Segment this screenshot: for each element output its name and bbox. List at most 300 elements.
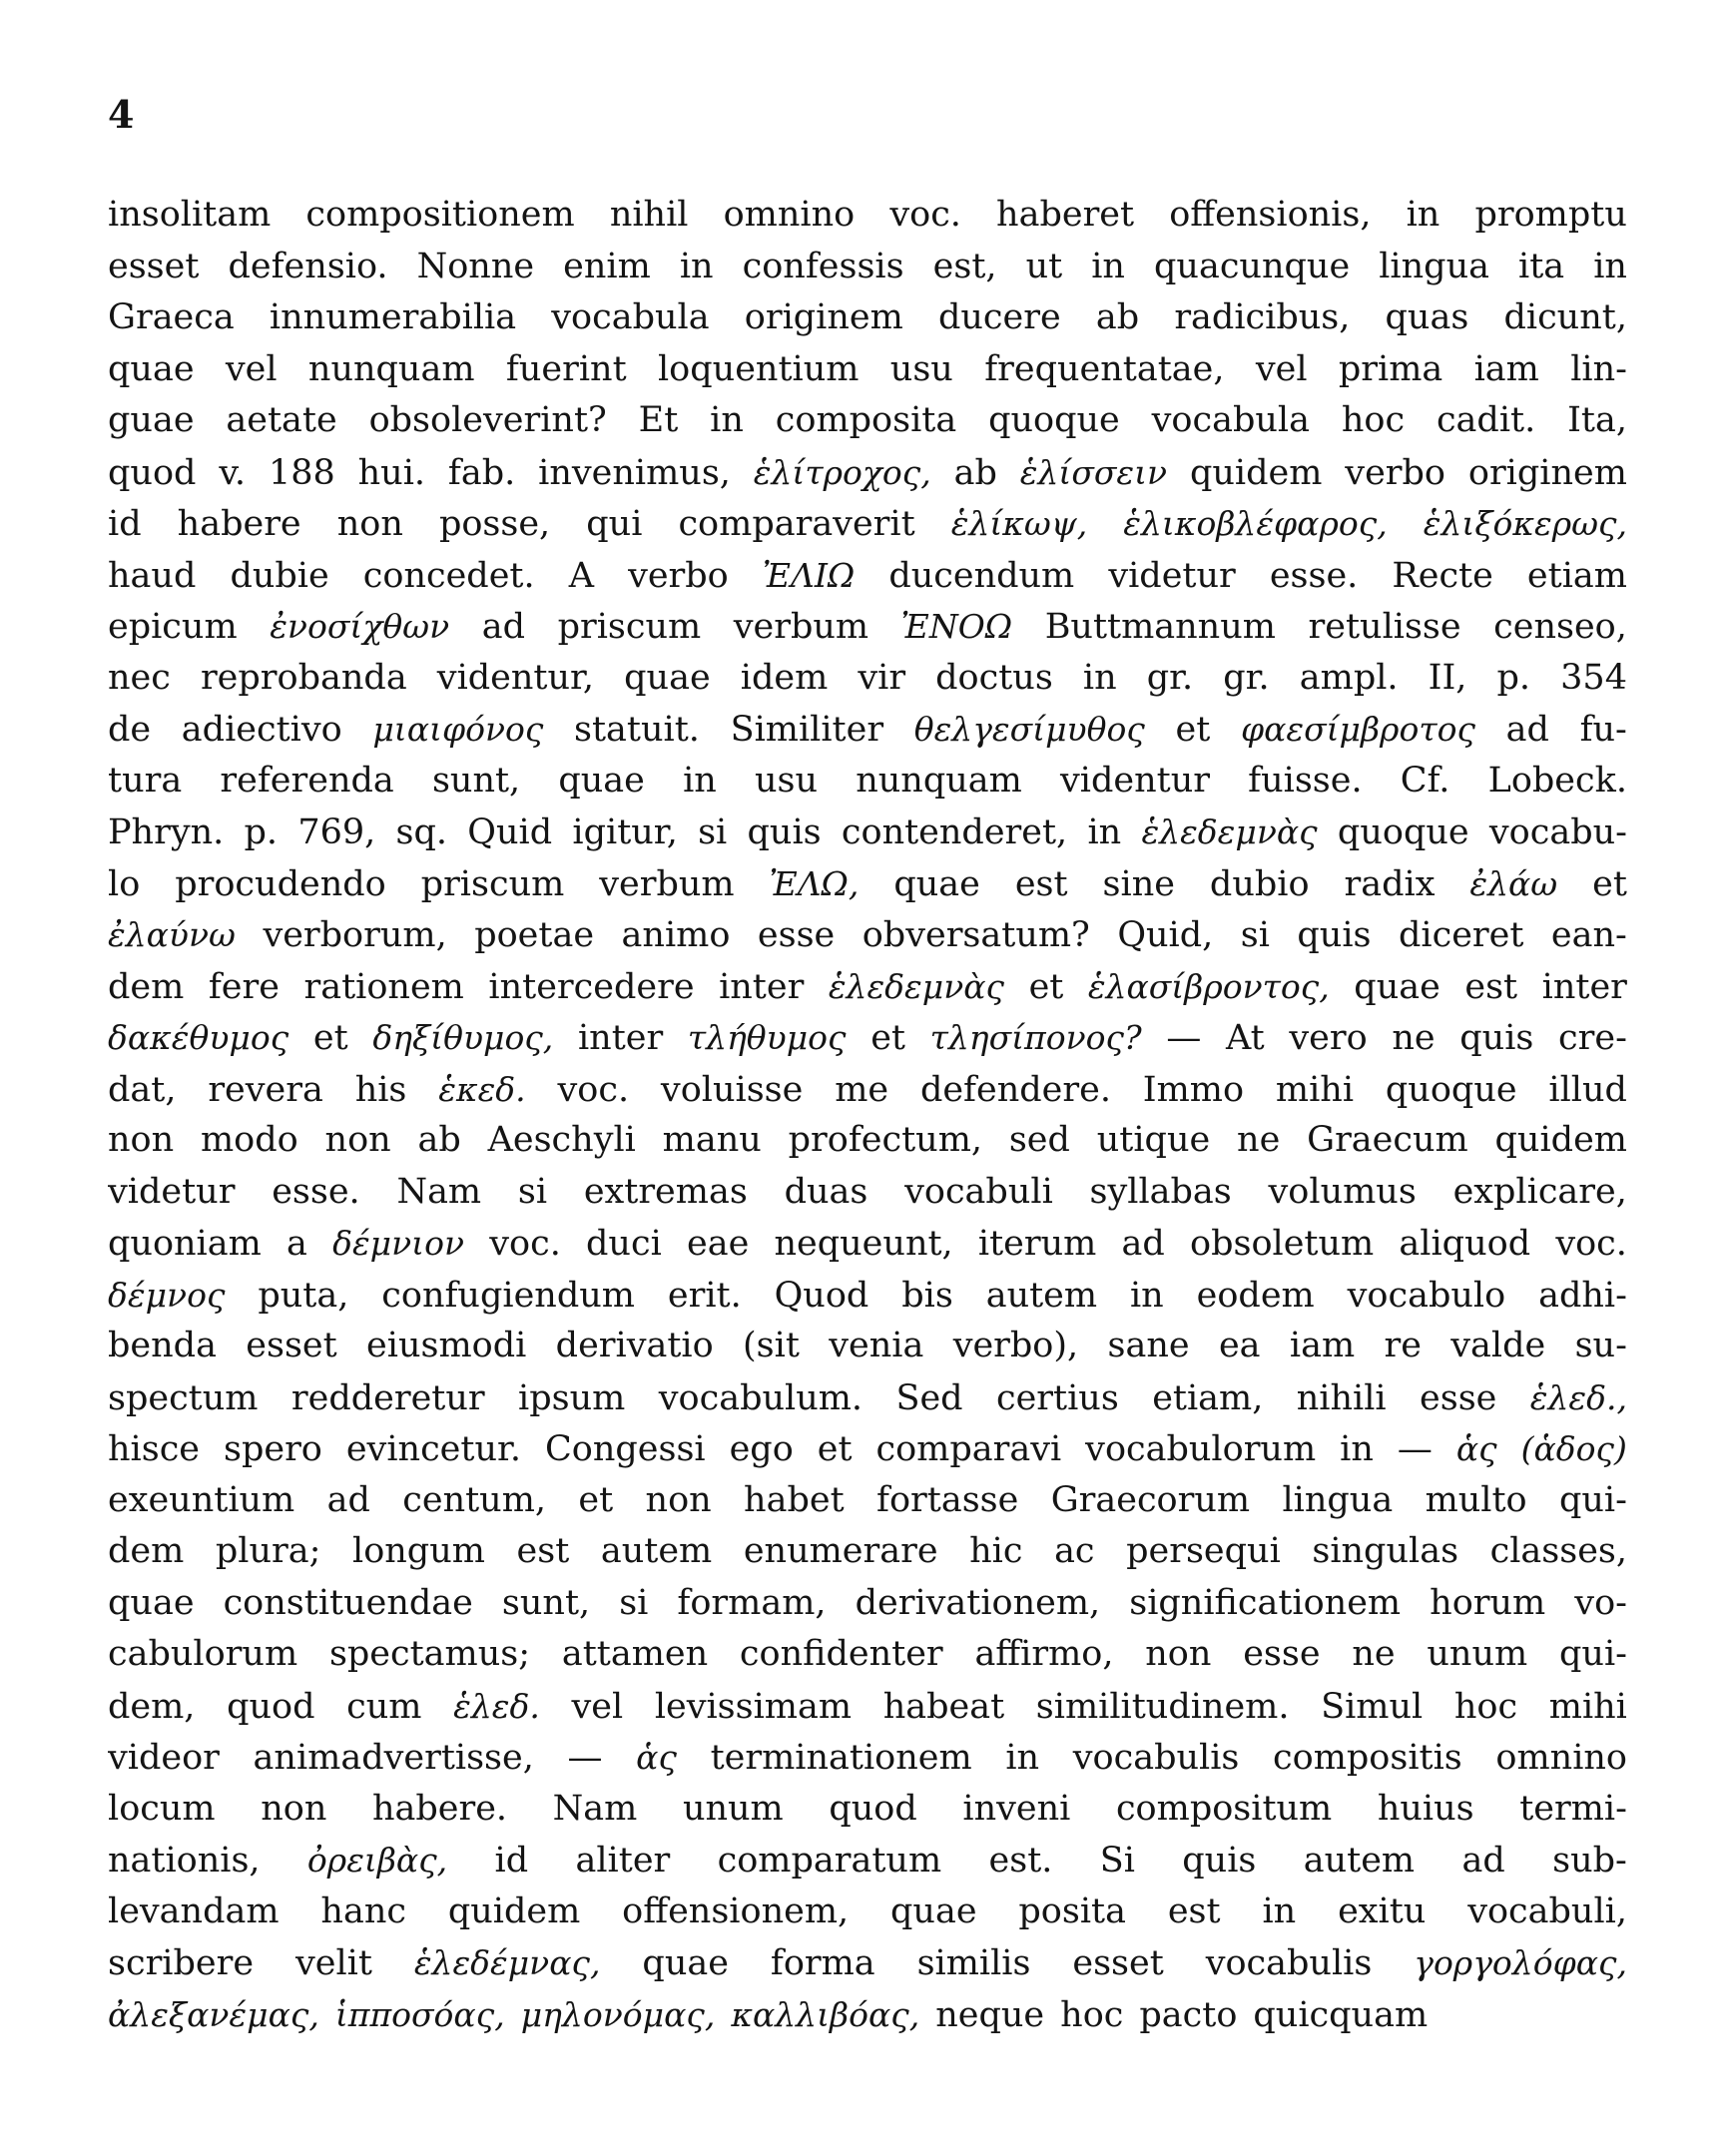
word: gr. [1223, 657, 1270, 698]
word: de [108, 710, 152, 750]
word: qui- [1559, 1634, 1627, 1674]
greek-word: ἘΛΙΩ [762, 555, 856, 595]
word: voc. [489, 1224, 561, 1264]
word: eae [686, 1224, 750, 1264]
word: evincetur. [345, 1429, 521, 1469]
word: doctus [935, 657, 1053, 698]
word: inter [1541, 966, 1627, 1007]
word: iam [1289, 1326, 1356, 1365]
text-line [108, 601, 1627, 653]
word: vocabulum. [658, 1377, 864, 1418]
word: Congessi [544, 1429, 706, 1469]
word: est. [988, 1841, 1053, 1881]
word: mihi [1275, 1069, 1355, 1110]
word: puta, [258, 1275, 349, 1316]
word: in [710, 400, 744, 440]
word: comparatum [717, 1841, 942, 1881]
word: sunt, [431, 760, 521, 801]
word: cum [346, 1686, 422, 1727]
word: quas [1385, 297, 1469, 337]
word: spectamus; [328, 1634, 531, 1674]
word: voc. [557, 1069, 630, 1110]
word: dubio [1209, 863, 1310, 904]
word: voc. [889, 195, 961, 235]
word: pacto [1139, 1994, 1238, 2035]
text-line [108, 1064, 1627, 1116]
word: quae [624, 657, 711, 698]
word: vel [225, 348, 278, 389]
word: invenimus, [538, 452, 731, 493]
word: autem [600, 1531, 713, 1571]
word: est [1167, 1890, 1221, 1931]
word: si [1240, 915, 1270, 955]
text-line [108, 653, 1627, 705]
word: epicum [108, 607, 238, 647]
word: est, [932, 246, 997, 286]
word: quidem [1189, 452, 1323, 493]
word: mihi [1548, 1686, 1627, 1727]
word: explicare, [1452, 1171, 1627, 1212]
word: procudendo [175, 863, 386, 904]
word: non [324, 1120, 391, 1160]
word: ipsum [518, 1377, 626, 1418]
word: a [287, 1224, 307, 1264]
word: plura; [215, 1531, 321, 1571]
greek-word: ἑλίσσειν [1019, 452, 1168, 492]
word: hanc [320, 1890, 406, 1931]
word: autem [1303, 1841, 1416, 1881]
word: aetate [226, 400, 337, 440]
word: ad [1505, 710, 1549, 750]
word: esset [1072, 1943, 1164, 1983]
word: levissimam [654, 1686, 853, 1727]
word: unum [1427, 1634, 1528, 1674]
word: vocabula [1151, 400, 1310, 440]
word: similitudinem. [1035, 1686, 1290, 1727]
word: habere. [371, 1788, 508, 1829]
word: radix [1344, 863, 1436, 904]
text-line [108, 344, 1627, 396]
word: censeo, [1493, 607, 1627, 647]
greek-word: γοργολόφας, [1414, 1943, 1627, 1982]
greek-word: ἑλεδεμνὰς [1141, 812, 1318, 851]
word: Graecum [1307, 1120, 1468, 1160]
word: vocabuli [904, 1171, 1053, 1212]
word: posse, [438, 504, 551, 544]
word: quae [642, 1943, 729, 1983]
word: me [835, 1069, 889, 1110]
word: quae [1354, 966, 1441, 1007]
word: etiam [1526, 555, 1627, 596]
greek-word: θελγεσίμυθος [913, 710, 1145, 749]
word: sed [1008, 1120, 1070, 1160]
word: A [568, 555, 594, 596]
greek-word: ἑλεδέμνας, [413, 1943, 601, 1982]
word: quod [227, 1686, 315, 1727]
word: derivationem, [855, 1582, 1101, 1623]
word: confugiendum [381, 1275, 635, 1316]
greek-word: ἑκεδ. [438, 1069, 526, 1109]
word: vir [858, 657, 906, 698]
word: obsoletum [1190, 1224, 1375, 1264]
word: quae [108, 348, 195, 389]
word: et [1175, 710, 1211, 750]
word: si [698, 812, 728, 852]
word: comparaverit [678, 504, 915, 544]
word: insolitam [108, 195, 272, 235]
text-line [108, 1526, 1627, 1578]
word: haud [108, 555, 197, 596]
word: modo [200, 1120, 298, 1160]
word: esse [757, 915, 836, 955]
word: revera [208, 1069, 323, 1110]
word: classes, [1489, 1531, 1627, 1571]
word: v. [219, 452, 247, 493]
word: ducere [937, 297, 1061, 337]
word: Cf. [1400, 760, 1450, 801]
word: esse [1420, 1377, 1497, 1418]
word: nationis, [108, 1841, 261, 1881]
word: huius [1377, 1788, 1474, 1829]
word: cadit. [1436, 400, 1536, 440]
text-line [108, 704, 1627, 756]
word: cabulorum [108, 1634, 298, 1674]
word: dicunt, [1503, 297, 1627, 337]
word: quis [1182, 1841, 1257, 1881]
text-line [108, 1115, 1627, 1167]
word: 188 [268, 452, 335, 493]
word: confidenter [739, 1634, 943, 1674]
word: quidem [447, 1890, 581, 1931]
word: frequentatae, [984, 348, 1225, 389]
word: videntur [1060, 760, 1210, 801]
word: vocabulo [1347, 1275, 1506, 1316]
text-line [108, 447, 1627, 499]
word: offensionis, [1169, 195, 1372, 235]
text-line [108, 1681, 1627, 1733]
word: Si [1099, 1841, 1135, 1881]
word: fuerint [505, 348, 627, 389]
word: Buttmannum [1044, 607, 1276, 647]
word: sq. [395, 812, 448, 852]
word: videtur [1108, 555, 1236, 596]
word: lingua [1282, 1479, 1394, 1520]
text-line [108, 550, 1627, 602]
word: eiusmodi [366, 1326, 527, 1365]
word: esset [246, 1326, 337, 1365]
word: horum [1430, 1582, 1546, 1623]
word: singulas [1312, 1531, 1459, 1571]
word: in [1340, 1429, 1374, 1469]
word: verbo), [952, 1326, 1079, 1365]
word: quae [108, 1582, 195, 1623]
text-line [108, 1012, 1627, 1064]
word: sine [1102, 863, 1175, 904]
word: vo- [1574, 1582, 1627, 1623]
word: obversatum? [862, 915, 1090, 955]
word: et [817, 1429, 853, 1469]
word: vocabulis [1205, 1943, 1373, 1983]
word: confessis [742, 246, 904, 286]
word: quoniam [108, 1224, 262, 1264]
word: habere [177, 504, 301, 544]
word: su- [1574, 1326, 1627, 1365]
text-line [108, 1218, 1627, 1270]
word: 769, [297, 812, 376, 852]
greek-word: δέμνιον [332, 1224, 465, 1263]
word: similis [916, 1943, 1031, 1983]
word: haberet [996, 195, 1135, 235]
text-line [108, 1835, 1627, 1886]
word: quoque [1337, 812, 1469, 852]
word: si [517, 1171, 548, 1212]
word: ea [1218, 1326, 1261, 1365]
word: fu- [1579, 710, 1627, 750]
word: benda [108, 1326, 217, 1365]
word: dem, [108, 1686, 196, 1727]
word: in [1262, 1890, 1297, 1931]
word: intercedere [488, 966, 695, 1007]
word: ad [326, 1479, 370, 1520]
word: dem [108, 966, 185, 1007]
body-text [108, 190, 1627, 2040]
word: hoc [1453, 1686, 1518, 1727]
text-line [108, 1989, 1627, 2041]
word: videor [108, 1738, 220, 1778]
word: duas [784, 1171, 868, 1212]
word: p. [1496, 657, 1531, 698]
word: volumus [1268, 1171, 1417, 1212]
word: quod [829, 1788, 917, 1829]
word: si [619, 1582, 649, 1623]
word: eodem [1196, 1275, 1315, 1316]
word: centum, [402, 1479, 547, 1520]
word: utique [1096, 1120, 1211, 1160]
greek-word: τλήθυμος [687, 1018, 847, 1057]
text-line [108, 1423, 1627, 1475]
word: multo [1425, 1479, 1527, 1520]
word: animadvertisse, [253, 1738, 534, 1778]
text-line [108, 756, 1627, 808]
word: redderetur [290, 1377, 485, 1418]
text-line [108, 1784, 1627, 1836]
word: guae [108, 400, 195, 440]
word: cre- [1558, 1018, 1627, 1058]
word: vero [1289, 1018, 1368, 1058]
word: inveni [962, 1788, 1071, 1829]
word: quis [1297, 915, 1372, 955]
word: manu [662, 1120, 762, 1160]
greek-word: ὀρειβὰς, [306, 1841, 448, 1880]
word: Recte [1392, 555, 1493, 596]
word: contenderet, [841, 812, 1068, 852]
word: spectum [108, 1377, 259, 1418]
greek-word: ἑλιξόκερως, [1423, 504, 1627, 543]
word: ad [481, 607, 525, 647]
word: omnino [723, 195, 856, 235]
word: dat, [108, 1069, 177, 1110]
greek-word: δηξίθυμος, [372, 1018, 554, 1057]
word: velit [294, 1943, 372, 1983]
word: id [494, 1841, 529, 1881]
text-line [108, 1732, 1627, 1784]
greek-word: καλλιβόας, [731, 1994, 920, 2034]
text-line [108, 395, 1627, 447]
word: tura [108, 760, 183, 801]
word: statuit. [574, 710, 700, 750]
word: extremas [583, 1171, 748, 1212]
word: obsoleverint? [368, 400, 607, 440]
word: videntur, [436, 657, 595, 698]
word: verbum [733, 607, 869, 647]
word: bis [901, 1275, 953, 1316]
text-line [108, 1578, 1627, 1630]
text-line [108, 1270, 1627, 1322]
word: constituendae [223, 1582, 473, 1623]
word: hoc [1060, 1994, 1124, 2035]
word: — [1166, 1018, 1202, 1058]
word: Quid, [1117, 915, 1214, 955]
word: ne [1392, 1018, 1436, 1058]
word: sunt, [501, 1582, 591, 1623]
word: ita [1518, 246, 1565, 286]
word: verbum [599, 863, 735, 904]
word: iam [1473, 348, 1539, 389]
word: lo [108, 863, 141, 904]
word: quae [893, 863, 980, 904]
greek-word: ἘΛΩ, [769, 863, 860, 903]
word: dem [108, 1531, 185, 1571]
word: quae [558, 760, 645, 801]
word: termi- [1519, 1788, 1627, 1829]
word: 354 [1560, 657, 1627, 698]
word: vel [571, 1686, 624, 1727]
word: et [578, 1479, 614, 1520]
word: vocabuli, [1467, 1890, 1627, 1931]
text-line [108, 1629, 1627, 1681]
greek-word: δέμνος [108, 1275, 226, 1315]
word: ne [1237, 1120, 1281, 1160]
word: promptu [1474, 195, 1627, 235]
greek-word: ἑλίτροχος, [753, 452, 931, 492]
word: Simul [1321, 1686, 1424, 1727]
word: in [1082, 657, 1117, 698]
word: ab [1095, 297, 1140, 337]
text-line [108, 1475, 1627, 1527]
word: usu [889, 348, 953, 389]
word: duci [586, 1224, 662, 1264]
word: verborum, [263, 915, 447, 955]
word: quoque [988, 400, 1120, 440]
text-line [108, 1372, 1627, 1424]
word: certius [995, 1377, 1119, 1418]
word: vocabulorum [1085, 1429, 1317, 1469]
word: idem [740, 657, 829, 698]
word: offensionem, [622, 1890, 850, 1931]
word: illud [1548, 1069, 1627, 1110]
word: spero [223, 1429, 322, 1469]
word: posita [1018, 1890, 1126, 1931]
greek-word: μηλονόμας, [520, 1994, 716, 2034]
word: Lobeck. [1487, 760, 1627, 801]
word: loquentium [657, 348, 860, 389]
word: voc. [1555, 1224, 1627, 1264]
word: formam, [677, 1582, 827, 1623]
greek-word: τλησίπονος? [929, 1018, 1142, 1057]
word: At [1226, 1018, 1265, 1058]
word: in [683, 760, 717, 801]
word: vel [1255, 348, 1308, 389]
word: ean- [1550, 915, 1627, 955]
word: in [1091, 246, 1125, 286]
greek-word: φαεσίμβροτος [1240, 710, 1475, 749]
text-line [108, 1321, 1627, 1372]
word: dubie [230, 555, 329, 596]
word: attamen [561, 1634, 709, 1674]
word: non [336, 504, 403, 544]
word: composita [775, 400, 957, 440]
word: Similiter [730, 710, 884, 750]
word: fuisse. [1248, 760, 1363, 801]
greek-word: ἁς [636, 1738, 677, 1777]
word: ab [953, 452, 997, 493]
word: longum [352, 1531, 485, 1571]
greek-word: δακέθυμος [108, 1018, 289, 1057]
word: Quid [467, 812, 553, 852]
word: concedet. [362, 555, 535, 596]
word: sane [1107, 1326, 1190, 1365]
word: esse [1243, 1634, 1321, 1674]
word: iterum [977, 1224, 1097, 1264]
word: priscum [557, 607, 702, 647]
greek-word: ἐλάω [1469, 863, 1558, 903]
word: fortasse [876, 1479, 1019, 1520]
word: enumerare [743, 1531, 938, 1571]
word: ad [1121, 1224, 1165, 1264]
greek-word: ἘΝΟΩ [900, 607, 1013, 646]
word: (sit [743, 1326, 800, 1365]
word: adhi- [1538, 1275, 1627, 1316]
word: quod [108, 452, 197, 493]
word: nihili [1296, 1377, 1387, 1418]
word: ampl. [1299, 657, 1399, 698]
word: Graeca [108, 297, 235, 337]
word: locum [108, 1788, 216, 1829]
word: esse. [1269, 555, 1359, 596]
word: et [1592, 863, 1627, 904]
word: fere [208, 966, 280, 1007]
word: autem [985, 1275, 1098, 1316]
word: II, [1428, 657, 1467, 698]
word: in [1593, 246, 1627, 286]
word: Phryn. [108, 812, 225, 852]
word: forma [770, 1943, 875, 1983]
word: retulisse [1308, 607, 1461, 647]
word: id [108, 504, 142, 544]
word: poetae [474, 915, 595, 955]
word: quis [1459, 1018, 1534, 1058]
word: derivatio [555, 1326, 714, 1365]
word: radicibus, [1174, 297, 1351, 337]
word: in [1005, 1738, 1040, 1778]
word: enim [563, 246, 651, 286]
word: videtur [108, 1171, 236, 1212]
word: habeat [882, 1686, 1005, 1727]
word: non [1145, 1634, 1212, 1674]
greek-word: (ἁδος) [1520, 1429, 1627, 1468]
word: compositum [1115, 1788, 1333, 1829]
word: verbo [628, 555, 729, 596]
